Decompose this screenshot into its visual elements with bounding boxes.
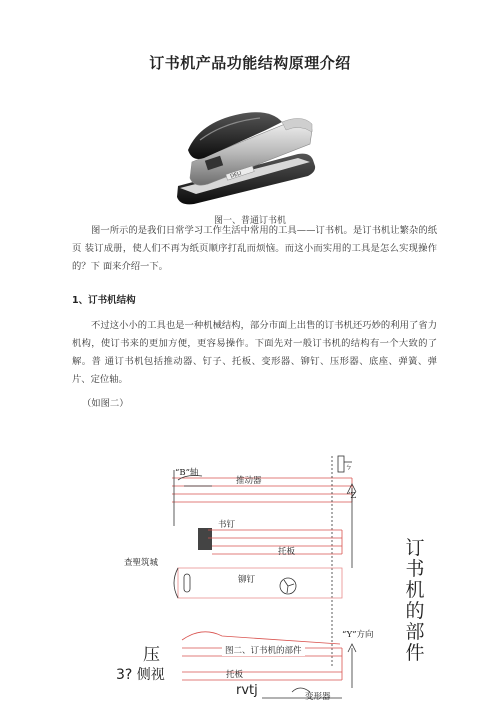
label-strange-text: 查聖筑城 bbox=[124, 558, 159, 568]
vertical-char: 部 bbox=[405, 621, 425, 643]
label-deformer: 变形器 bbox=[305, 692, 331, 702]
vertical-char: 机 bbox=[405, 579, 425, 601]
page-title: 订书机产品功能结构原理介绍 bbox=[149, 54, 351, 72]
label-staple: 书钉 bbox=[218, 520, 236, 530]
staple-block bbox=[198, 528, 212, 550]
stapler-photo bbox=[170, 100, 330, 208]
label-tray-lower: 托板 bbox=[226, 670, 244, 680]
overlay-text-rvtj: rvtj bbox=[236, 683, 258, 698]
pusher-rail bbox=[172, 478, 352, 502]
vertical-char: 的 bbox=[405, 600, 425, 622]
vertical-char: 书 bbox=[405, 558, 425, 580]
section1-heading: 1、订书机结构 bbox=[72, 295, 136, 306]
vertical-char: 件 bbox=[405, 642, 425, 664]
label-z-axis: “Z bbox=[346, 491, 357, 501]
photo-brand-text: DELI bbox=[229, 170, 243, 180]
figure2-caption: 图二、订书机的部件 bbox=[222, 644, 305, 656]
label-q: ㄅ bbox=[345, 463, 352, 471]
figure2-reference: （如图二） bbox=[82, 398, 129, 409]
label-tray: 托板 bbox=[278, 547, 296, 557]
label-y-direction: “Y”方向 bbox=[342, 630, 374, 640]
label-pusher: 推动器 bbox=[236, 476, 262, 486]
label-b-axis: “B”轴 bbox=[175, 468, 199, 478]
section1-paragraph: 不过这小小的工具也是一种机械结构，部分市面上出售的订书机还巧妙的利用了省力机构，使订书来的更加方便，更容易操作。下面先对一般订书机的结构有一个大致的了解。普 通订书机包括推动器、钉子、托板、变形器、铆钉、压形器、底座、弹簧、弹片、定位轴。 bbox=[72, 320, 437, 385]
overlay-text-ya: 压 bbox=[143, 645, 160, 665]
overlay-text-side-view: 3? 侧视 bbox=[116, 667, 165, 683]
intro-paragraph: 图一所示的是我们日常学习工作生活中常用的工具——订书机。是订书机让繁杂的纸页 装订成册，使人们不再为纸页顺序打乱而烦恼。而这小而实用的工具是怎么实现操作的？下 面来介绍一下。 bbox=[72, 225, 437, 272]
label-rivet: 铆钉 bbox=[238, 575, 256, 585]
vertical-char: 订 bbox=[405, 537, 425, 559]
vertical-text-stapler-parts bbox=[402, 538, 428, 664]
figure1-caption: 图一、普通订书机 bbox=[213, 216, 286, 226]
